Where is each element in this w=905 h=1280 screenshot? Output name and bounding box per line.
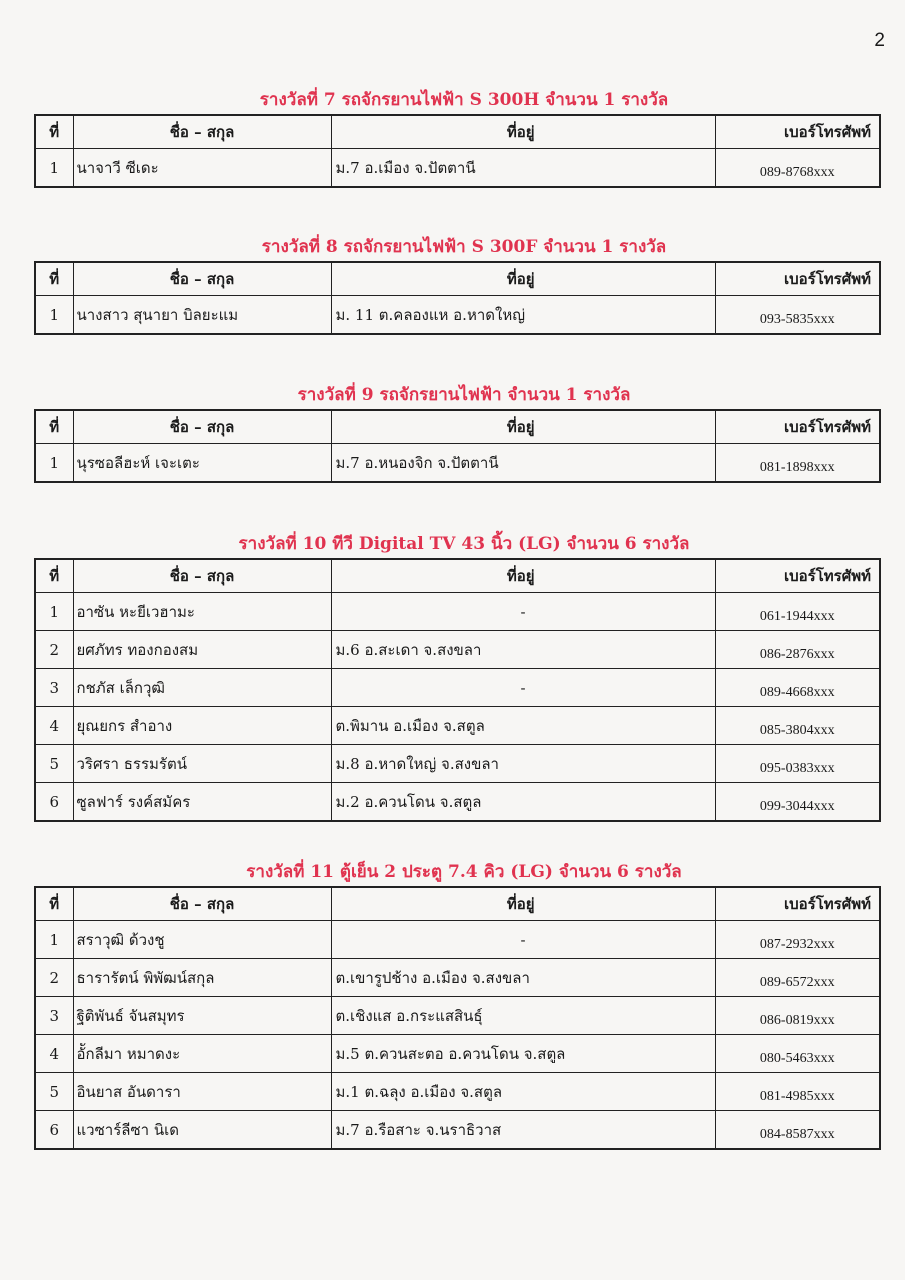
cell-address: ม.7 อ.หนองจิก จ.ปัตตานี xyxy=(331,444,715,483)
winners-table xyxy=(34,261,881,335)
cell-address: - xyxy=(331,593,715,631)
table-header-row xyxy=(35,559,880,593)
award-title: รางวัลที่ 7 รถจักรยานไฟฟ้า S 300H จำนวน 1 รางวัล xyxy=(259,90,669,110)
header-name: ชื่อ – สกุล xyxy=(73,887,331,921)
award-title: รางวัลที่ 9 รถจักรยานไฟฟ้า จำนวน 1 รางวัล xyxy=(297,385,631,405)
cell-address: ม.6 อ.สะเดา จ.สงขลา xyxy=(331,631,715,669)
cell-address: ม.7 อ.รือสาะ จ.นราธิวาส xyxy=(331,1111,715,1150)
cell-no: 1 xyxy=(35,444,73,483)
cell-phone: 087-2932xxx xyxy=(715,921,880,959)
cell-no: 5 xyxy=(35,1073,73,1111)
winners-table xyxy=(34,886,881,1150)
header-name: ชื่อ – สกุล xyxy=(73,559,331,593)
table-row xyxy=(35,745,880,783)
header-phone: เบอร์โทรศัพท์ xyxy=(715,887,880,921)
cell-name: อาซัน หะยีเวฮามะ xyxy=(73,593,331,631)
cell-address: ม.2 อ.ควนโดน จ.สตูล xyxy=(331,783,715,822)
cell-no: 3 xyxy=(35,997,73,1035)
header-no: ที่ xyxy=(35,262,73,296)
award-section xyxy=(34,233,879,335)
header-phone: เบอร์โทรศัพท์ xyxy=(715,410,880,444)
winners-table xyxy=(34,114,881,188)
award-title: รางวัลที่ 8 รถจักรยานไฟฟ้า S 300F จำนวน 1 รางวัล xyxy=(261,237,667,257)
cell-phone: 081-1898xxx xyxy=(715,444,880,483)
cell-name: ยุณยกร สำอาง xyxy=(73,707,331,745)
table-row xyxy=(35,669,880,707)
cell-address: - xyxy=(331,669,715,707)
cell-address: ม.8 อ.หาดใหญ่ จ.สงขลา xyxy=(331,745,715,783)
cell-no: 1 xyxy=(35,296,73,335)
table-row xyxy=(35,593,880,631)
header-phone: เบอร์โทรศัพท์ xyxy=(715,559,880,593)
table-row xyxy=(35,997,880,1035)
header-name: ชื่อ – สกุล xyxy=(73,262,331,296)
cell-name: แวซาร์ลีซา นิเด xyxy=(73,1111,331,1150)
cell-phone: 099-3044xxx xyxy=(715,783,880,822)
header-no: ที่ xyxy=(35,887,73,921)
cell-address: - xyxy=(331,921,715,959)
cell-name: ฐิติพันธ์ จันสมุทร xyxy=(73,997,331,1035)
cell-phone: 085-3804xxx xyxy=(715,707,880,745)
header-address: ที่อยู่ xyxy=(331,887,715,921)
cell-no: 6 xyxy=(35,783,73,822)
cell-no: 1 xyxy=(35,921,73,959)
cell-name: ยศภัทร ทองกองสม xyxy=(73,631,331,669)
table-row xyxy=(35,1035,880,1073)
cell-name: ซูลฟาร์ รงค์สมัคร xyxy=(73,783,331,822)
cell-phone: 095-0383xxx xyxy=(715,745,880,783)
cell-address: ต.พิมาน อ.เมือง จ.สตูล xyxy=(331,707,715,745)
header-address: ที่อยู่ xyxy=(331,115,715,149)
header-phone: เบอร์โทรศัพท์ xyxy=(715,115,880,149)
cell-no: 4 xyxy=(35,707,73,745)
cell-name: นุรซอลีฮะห์ เจะเตะ xyxy=(73,444,331,483)
table-row xyxy=(35,1111,880,1150)
table-row xyxy=(35,783,880,822)
cell-name: นาจาวี ซีเดะ xyxy=(73,149,331,188)
header-no: ที่ xyxy=(35,559,73,593)
page-number: 2 xyxy=(874,30,885,51)
table-row xyxy=(35,444,880,483)
cell-no: 1 xyxy=(35,593,73,631)
cell-name: อินยาส อันดารา xyxy=(73,1073,331,1111)
award-section xyxy=(34,381,879,483)
table-row xyxy=(35,959,880,997)
cell-name: อัักลีมา หมาดงะ xyxy=(73,1035,331,1073)
cell-no: 4 xyxy=(35,1035,73,1073)
cell-phone: 093-5835xxx xyxy=(715,296,880,335)
header-phone: เบอร์โทรศัพท์ xyxy=(715,262,880,296)
cell-phone: 089-6572xxx xyxy=(715,959,880,997)
table-row xyxy=(35,631,880,669)
cell-name: ธารารัตน์ พิพัฒน์สกุล xyxy=(73,959,331,997)
cell-phone: 081-4985xxx xyxy=(715,1073,880,1111)
cell-no: 2 xyxy=(35,959,73,997)
winners-table xyxy=(34,558,881,822)
header-address: ที่อยู่ xyxy=(331,262,715,296)
cell-phone: 089-8768xxx xyxy=(715,149,880,188)
cell-address: ม.7 อ.เมือง จ.ปัตตานี xyxy=(331,149,715,188)
table-header-row xyxy=(35,262,880,296)
cell-name: กชภัส เล็กวุฒิ xyxy=(73,669,331,707)
cell-name: สราวุฒิ ด้วงชู xyxy=(73,921,331,959)
cell-phone: 086-2876xxx xyxy=(715,631,880,669)
header-name: ชื่อ – สกุล xyxy=(73,410,331,444)
cell-no: 3 xyxy=(35,669,73,707)
cell-address: ม.1 ต.ฉลุง อ.เมือง จ.สตูล xyxy=(331,1073,715,1111)
header-name: ชื่อ – สกุล xyxy=(73,115,331,149)
award-section xyxy=(34,858,879,1150)
winners-table xyxy=(34,409,881,483)
award-title: รางวัลที่ 10 ทีวี Digital TV 43 นิ้ว (LG) จำนวน 6 รางวัล xyxy=(238,534,690,554)
cell-phone: 080-5463xxx xyxy=(715,1035,880,1073)
award-section xyxy=(34,530,879,822)
cell-phone: 061-1944xxx xyxy=(715,593,880,631)
award-section xyxy=(34,86,879,188)
cell-no: 5 xyxy=(35,745,73,783)
table-row xyxy=(35,921,880,959)
cell-phone: 086-0819xxx xyxy=(715,997,880,1035)
cell-no: 6 xyxy=(35,1111,73,1150)
cell-name: วริศรา ธรรมรัตน์ xyxy=(73,745,331,783)
cell-no: 1 xyxy=(35,149,73,188)
cell-phone: 089-4668xxx xyxy=(715,669,880,707)
table-header-row xyxy=(35,115,880,149)
table-row xyxy=(35,149,880,188)
header-address: ที่อยู่ xyxy=(331,410,715,444)
header-no: ที่ xyxy=(35,410,73,444)
header-no: ที่ xyxy=(35,115,73,149)
cell-address: ม.5 ต.ควนสะตอ อ.ควนโดน จ.สตูล xyxy=(331,1035,715,1073)
table-row xyxy=(35,296,880,335)
cell-no: 2 xyxy=(35,631,73,669)
header-address: ที่อยู่ xyxy=(331,559,715,593)
cell-address: ต.เขารูปช้าง อ.เมือง จ.สงขลา xyxy=(331,959,715,997)
cell-name: นางสาว สุนายา บิลยะแม xyxy=(73,296,331,335)
table-header-row xyxy=(35,887,880,921)
cell-phone: 084-8587xxx xyxy=(715,1111,880,1150)
table-row xyxy=(35,707,880,745)
table-header-row xyxy=(35,410,880,444)
award-title: รางวัลที่ 11 ตู้เย็น 2 ประตู 7.4 คิว (LG) จำนวน 6 รางวัล xyxy=(246,862,682,882)
cell-address: ม. 11 ต.คลองแห อ.หาดใหญ่ xyxy=(331,296,715,335)
cell-address: ต.เชิงแส อ.กระแสสินธุ์ xyxy=(331,997,715,1035)
table-row xyxy=(35,1073,880,1111)
